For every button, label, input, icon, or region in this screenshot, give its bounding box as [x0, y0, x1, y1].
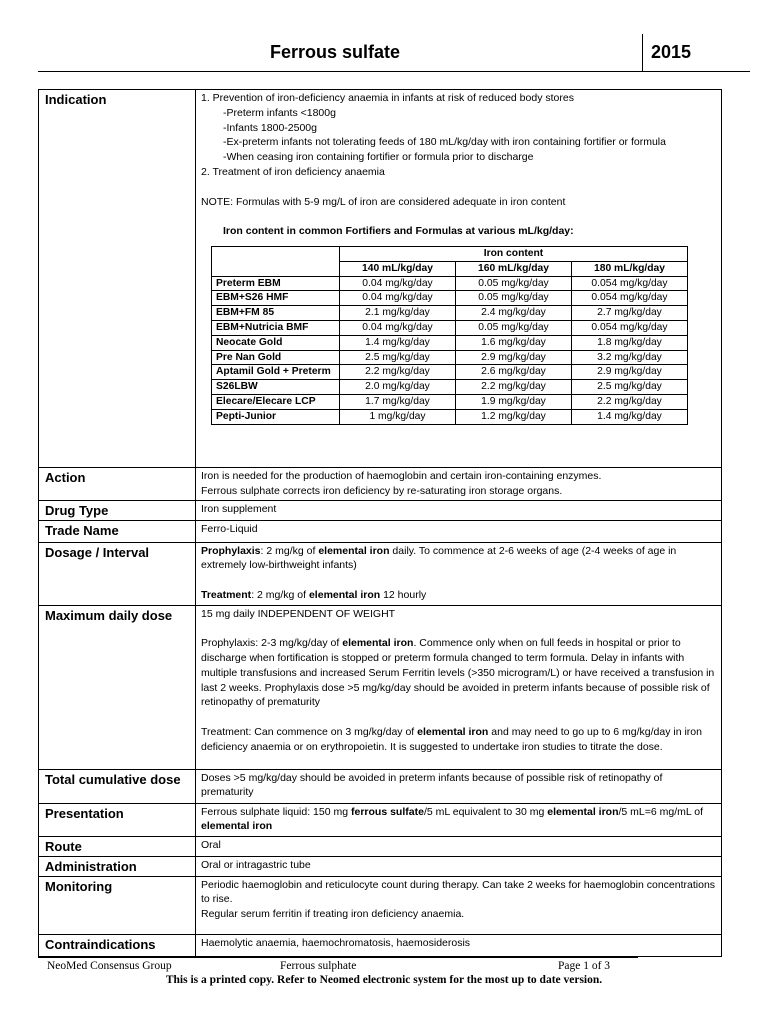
maximum-daily-dose-value: [196, 605, 722, 769]
action-line: Ferrous sulphate corrects iron deficiency by re-saturating iron storage organs.: [201, 484, 563, 497]
indication-line: 1. Prevention of iron-deficiency anaemia in infants at risk of reduced body stores: [201, 92, 574, 104]
product-name: S26LBW: [212, 380, 340, 395]
column-header: 180 mL/kg/day: [572, 261, 688, 276]
table-cell: 1.4 mg/kg/day: [572, 409, 688, 424]
product-name: EBM+FM 85: [212, 306, 340, 321]
action-value: [196, 468, 722, 501]
table-cell: 1.2 mg/kg/day: [456, 409, 572, 424]
header-rule: [38, 71, 750, 72]
total-cumulative-dose-value: Doses >5 mg/kg/day should be avoided in preterm infants because of possible risk of retinopathy of prematurity: [196, 769, 722, 803]
row-total-cumulative-dose: [39, 769, 722, 803]
indication-line: -Infants 1800-2500g: [223, 121, 317, 134]
administration-value: Oral or intragastric tube: [196, 856, 722, 876]
row-trade-name: [39, 520, 722, 542]
product-name: Preterm EBM: [212, 276, 340, 291]
product-name: EBM+S26 HMF: [212, 291, 340, 306]
table-cell: 0.04 mg/kg/day: [340, 276, 456, 291]
product-name: Pepti-Junior: [212, 409, 340, 424]
footer-drug: Ferrous sulphate: [280, 960, 357, 972]
table-cell: 0.04 mg/kg/day: [340, 291, 456, 306]
indication-value: [196, 90, 722, 468]
table-row: [212, 380, 688, 395]
table-cell: 0.05 mg/kg/day: [456, 276, 572, 291]
monitoring-value: [196, 876, 722, 934]
document-year: 2015: [651, 42, 692, 62]
administration-label: Administration: [39, 856, 196, 876]
table-cell: 0.04 mg/kg/day: [340, 320, 456, 335]
table-cell: 1.9 mg/kg/day: [456, 394, 572, 409]
monitoring-label: Monitoring: [39, 876, 196, 934]
product-name: Elecare/Elecare LCP: [212, 394, 340, 409]
action-line: Iron is needed for the production of haemoglobin and certain iron-containing enzymes.: [201, 470, 602, 482]
table-row: [212, 320, 688, 335]
table-cell: 2.5 mg/kg/day: [340, 350, 456, 365]
max-dose-prophylaxis: Prophylaxis: 2-3 mg/kg/day of elemental iron. Commence only when on full feeds in hospital or prior to discharge when fortification is stopped or preterm formula changed to term formula. Delay in infants with multiple transfusions and increased Serum Ferritin levels (>350 microgram/L) or have received a transfusion in last 2 weeks. Prophylaxis dose >5 mg/kg/day should be avoided in preterm infants because of possible risk of retinopathy of prematurity: [201, 637, 715, 709]
product-name: EBM+Nutricia BMF: [212, 320, 340, 335]
row-administration: [39, 856, 722, 876]
product-name: Pre Nan Gold: [212, 350, 340, 365]
iron-table-header-row: [212, 246, 688, 261]
indication-line: 2. Treatment of iron deficiency anaemia: [201, 165, 385, 178]
footer-page-number: Page 1 of 3: [558, 960, 611, 972]
indication-line: -When ceasing iron containing fortifier or formula prior to discharge: [223, 151, 534, 164]
treatment-dose: Treatment: 2 mg/kg of elemental iron 12 hourly: [201, 588, 427, 601]
row-drug-type: [39, 500, 722, 520]
row-indication: [39, 90, 722, 468]
table-cell: 0.05 mg/kg/day: [456, 291, 572, 306]
route-label: Route: [39, 836, 196, 856]
dosage-value: [196, 542, 722, 605]
table-cell: 2.2 mg/kg/day: [340, 365, 456, 380]
table-cell: 1.8 mg/kg/day: [572, 335, 688, 350]
trade-name-label: Trade Name: [39, 520, 196, 542]
table-row: [212, 276, 688, 291]
table-cell: 1.4 mg/kg/day: [340, 335, 456, 350]
presentation-value: Ferrous sulphate liquid: 150 mg ferrous sulfate/5 mL equivalent to 30 mg elemental iron/5 mL=6 mg/mL of elemental iron: [196, 803, 722, 836]
table-cell: 2.6 mg/kg/day: [456, 365, 572, 380]
maximum-daily-dose-label: Maximum daily dose: [39, 605, 196, 769]
iron-content-table: [211, 246, 688, 425]
row-dosage: [39, 542, 722, 605]
max-dose-treatment: Treatment: Can commence on 3 mg/kg/day of elemental iron and may need to go up to 6 mg/kg/day in iron deficiency anaemia or on erythropoietin. It is suggested to undertake iron studies to titrate the dose.: [201, 725, 702, 753]
iron-table-title: Iron content in common Fortifiers and Formulas at various mL/kg/day:: [223, 225, 574, 238]
column-header: 140 mL/kg/day: [340, 261, 456, 276]
presentation-label: Presentation: [39, 803, 196, 836]
table-cell: 2.4 mg/kg/day: [456, 306, 572, 321]
row-maximum-daily-dose: [39, 605, 722, 769]
table-cell: 2.5 mg/kg/day: [572, 380, 688, 395]
table-cell: 2.7 mg/kg/day: [572, 306, 688, 321]
row-presentation: [39, 803, 722, 836]
iron-table-group-header: Iron content: [340, 246, 688, 261]
dosage-label: Dosage / Interval: [39, 542, 196, 605]
max-dose-line: 15 mg daily INDEPENDENT OF WEIGHT: [201, 607, 396, 620]
footer-group: NeoMed Consensus Group: [47, 960, 172, 972]
indication-line: -Ex-preterm infants not tolerating feeds of 180 mL/kg/day with iron containing fortifier or formula: [223, 136, 666, 149]
table-cell: 0.054 mg/kg/day: [572, 291, 688, 306]
row-route: [39, 836, 722, 856]
drug-monograph-table: [38, 89, 722, 957]
drug-type-value: Iron supplement: [196, 500, 722, 520]
table-cell: 0.05 mg/kg/day: [456, 320, 572, 335]
table-cell: 0.054 mg/kg/day: [572, 276, 688, 291]
row-action: [39, 468, 722, 501]
product-name: Aptamil Gold + Preterm: [212, 365, 340, 380]
table-row: [212, 291, 688, 306]
table-cell: 1.7 mg/kg/day: [340, 394, 456, 409]
column-header: 160 mL/kg/day: [456, 261, 572, 276]
table-cell: 1.6 mg/kg/day: [456, 335, 572, 350]
table-cell: 3.2 mg/kg/day: [572, 350, 688, 365]
contraindications-value: Haemolytic anaemia, haemochromatosis, haemosiderosis: [196, 934, 722, 956]
table-row: [212, 394, 688, 409]
table-cell: 2.1 mg/kg/day: [340, 306, 456, 321]
drug-type-label: Drug Type: [39, 500, 196, 520]
indication-note: NOTE: Formulas with 5-9 mg/L of iron are considered adequate in iron content: [201, 195, 566, 208]
contraindications-label: Contraindications: [39, 934, 196, 956]
row-monitoring: [39, 876, 722, 934]
header-divider: [642, 34, 643, 72]
footer-disclaimer: This is a printed copy. Refer to Neomed electronic system for the most up to date version.: [165, 974, 603, 986]
table-row: [212, 335, 688, 350]
footer-rule: [38, 957, 638, 958]
table-row: [212, 350, 688, 365]
table-cell: 1 mg/kg/day: [340, 409, 456, 424]
indication-line: -Preterm infants <1800g: [223, 106, 336, 119]
action-label: Action: [39, 468, 196, 501]
document-title: Ferrous sulfate: [270, 42, 401, 62]
table-row: [212, 409, 688, 424]
table-cell: 2.9 mg/kg/day: [456, 350, 572, 365]
row-contraindications: [39, 934, 722, 956]
table-cell: 2.2 mg/kg/day: [572, 394, 688, 409]
table-cell: 0.054 mg/kg/day: [572, 320, 688, 335]
table-row: [212, 365, 688, 380]
table-row: [212, 306, 688, 321]
iron-table-corner: [212, 246, 340, 276]
prophylaxis-dose: Prophylaxis: 2 mg/kg of elemental iron daily. To commence at 2-6 weeks of age (2-4 weeks of age in extremely low-birthweight infants): [201, 544, 677, 572]
product-name: Neocate Gold: [212, 335, 340, 350]
indication-label: Indication: [39, 90, 196, 468]
table-cell: 2.9 mg/kg/day: [572, 365, 688, 380]
route-value: Oral: [196, 836, 722, 856]
table-cell: 2.2 mg/kg/day: [456, 380, 572, 395]
table-cell: 2.0 mg/kg/day: [340, 380, 456, 395]
monitoring-line: Periodic haemoglobin and reticulocyte count during therapy. Can take 2 weeks for haemoglobin concentrations to rise.: [201, 878, 716, 906]
monitoring-line: Regular serum ferritin if treating iron deficiency anaemia.: [201, 908, 465, 921]
trade-name-value: Ferro-Liquid: [196, 520, 722, 542]
total-cumulative-dose-label: Total cumulative dose: [39, 769, 196, 803]
